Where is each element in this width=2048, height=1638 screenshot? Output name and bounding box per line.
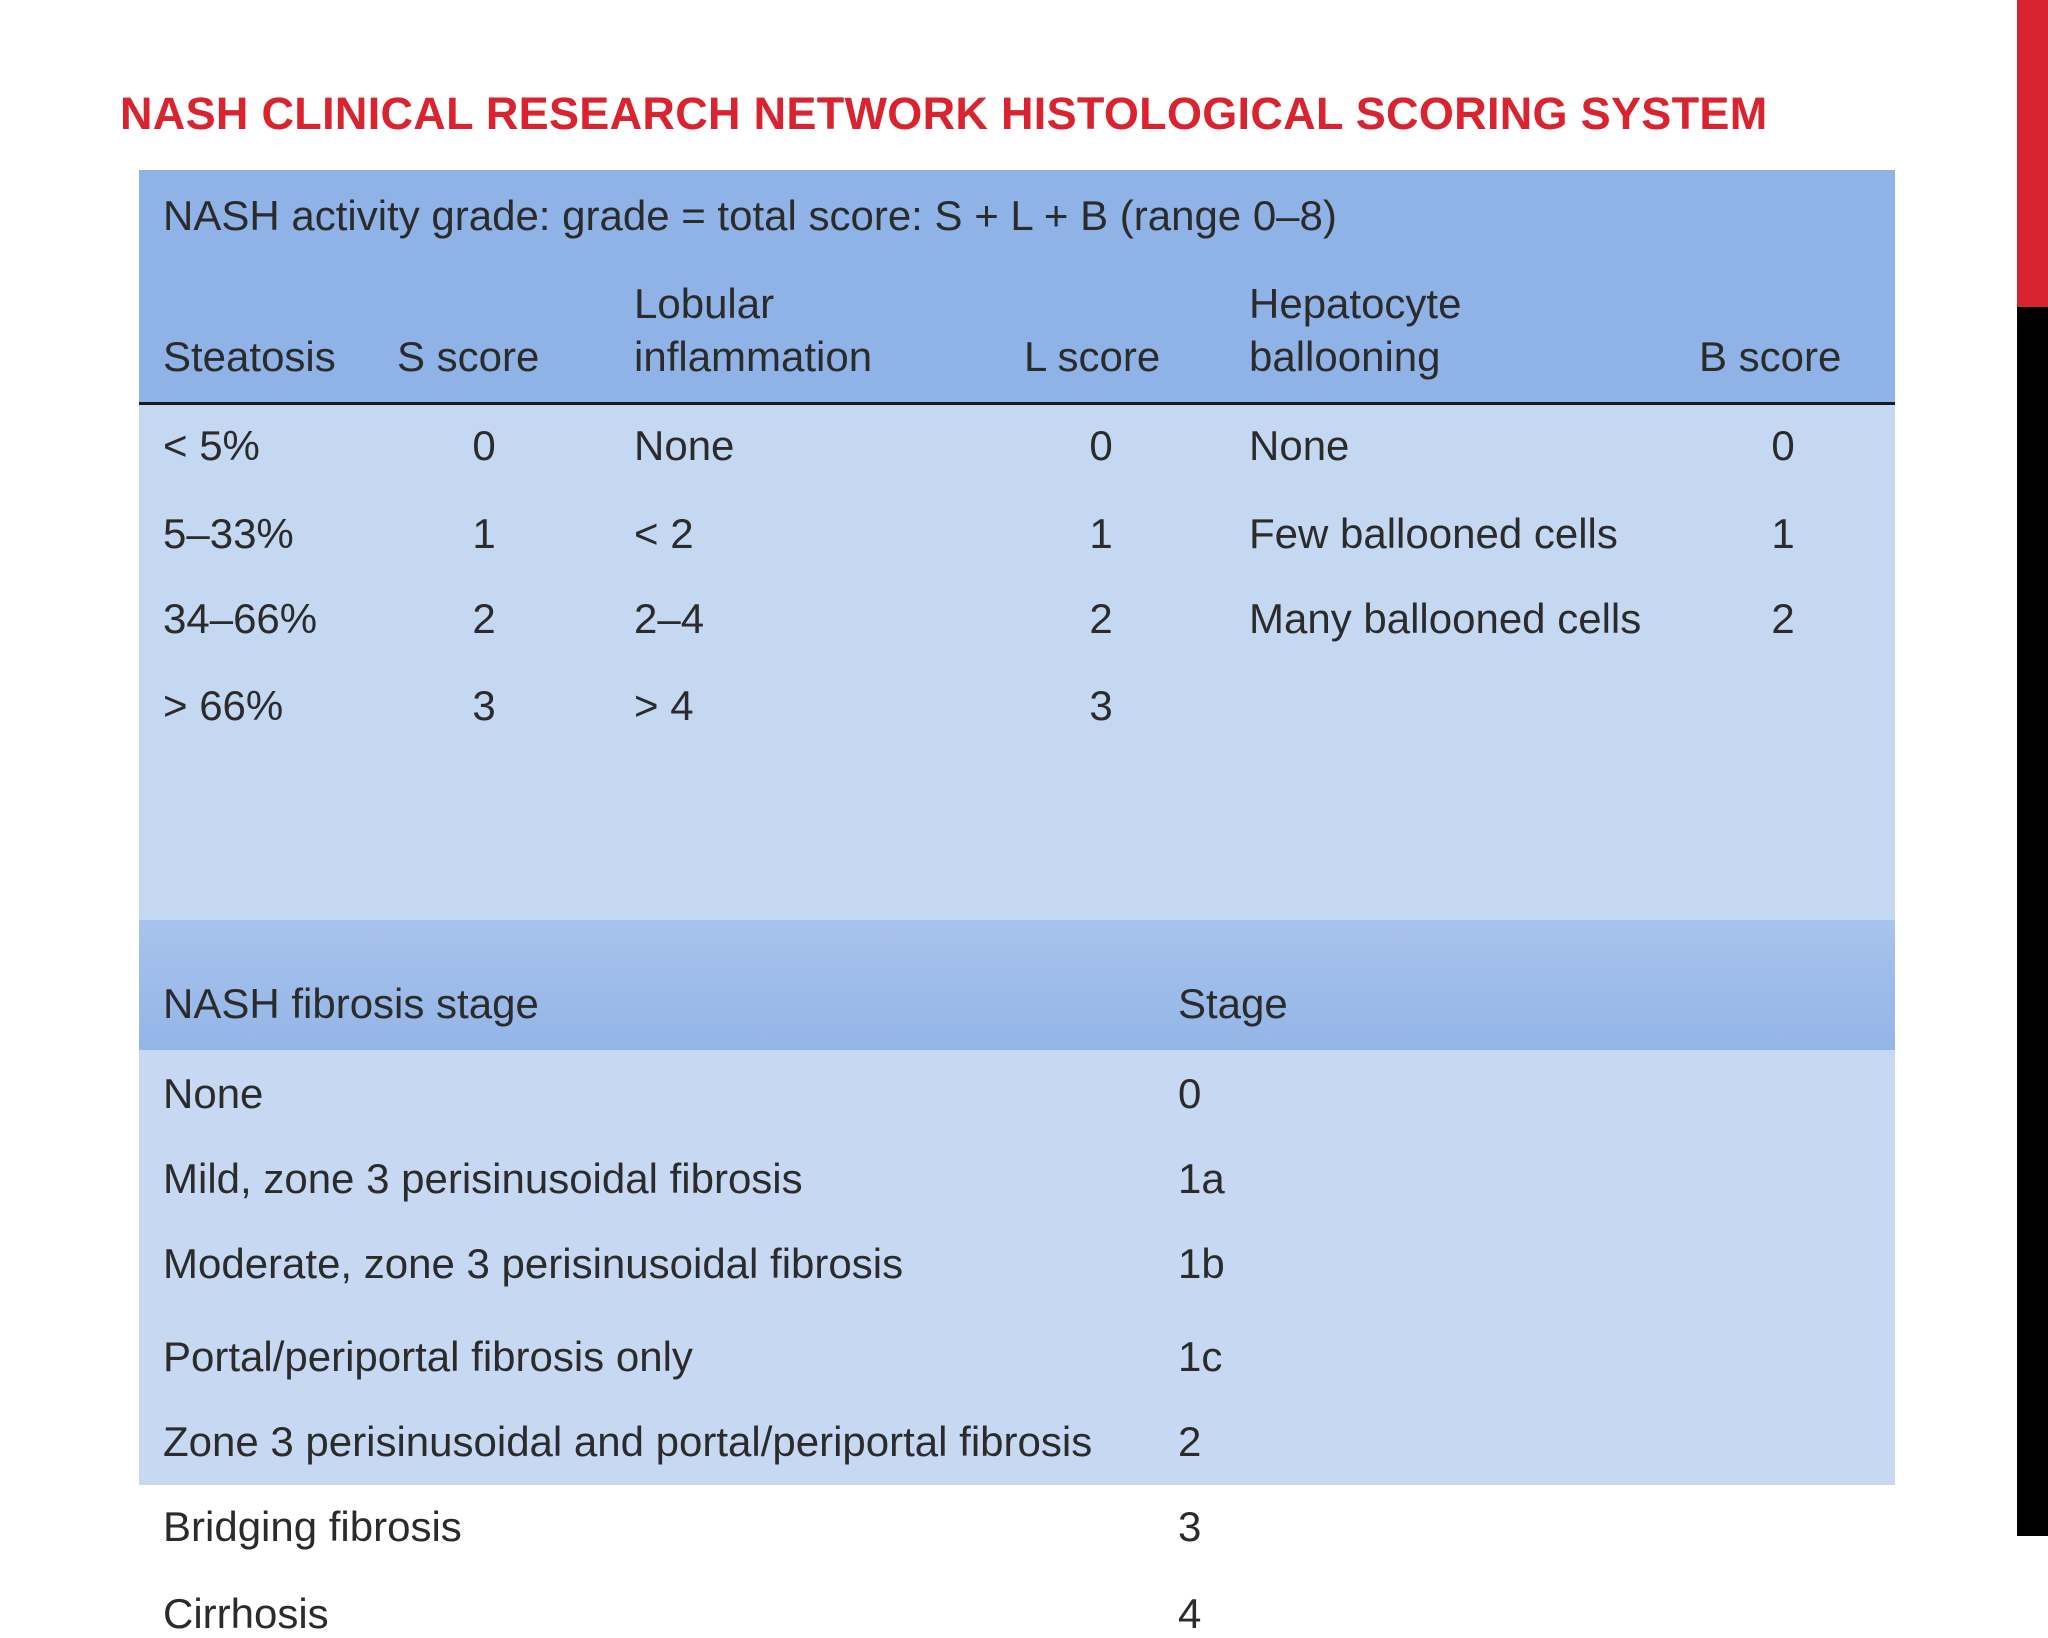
activity-body-band [139,405,1895,920]
activity-ballooning-cell: None [1249,422,1350,469]
header-hepatocyte-line2: ballooning [1249,333,1441,380]
activity-caption: NASH activity grade: grade = total score: S + L + B (range 0–8) [163,192,1337,239]
fibrosis-row-label: Mild, zone 3 perisinusoidal fibrosis [163,1155,803,1202]
fibrosis-row-stage: 1c [1178,1333,1223,1380]
fibrosis-row-label: Cirrhosis [163,1590,329,1637]
activity-steatosis-cell: 5–33% [163,510,294,557]
activity-steatosis-cell: > 66% [163,682,284,729]
activity-ballooning-cell: Few ballooned cells [1249,510,1618,557]
activity-l-score-cell: 0 [1089,422,1113,469]
slide-title: NASH CLINICAL RESEARCH NETWORK HISTOLOGICAL SCORING SYSTEM [120,88,1768,139]
fibrosis-row-label: Portal/periportal fibrosis only [163,1333,693,1380]
scoring-table [139,170,1895,1637]
fibrosis-row-label: Zone 3 perisinusoidal and portal/periportal fibrosis [163,1418,1093,1465]
header-lobular-line1: Lobular [634,280,775,327]
header-l-score: L score [1024,333,1161,380]
fibrosis-row-stage: 3 [1178,1503,1202,1550]
fibrosis-row-label: Bridging fibrosis [163,1503,462,1550]
activity-steatosis-cell: < 5% [163,422,260,469]
accent-bar-red [2017,0,2048,307]
fibrosis-header-stage: Stage [1178,980,1288,1027]
activity-l-score-cell: 2 [1089,595,1113,642]
activity-lobular-cell: > 4 [634,682,694,729]
fibrosis-row-stage: 2 [1178,1418,1202,1465]
activity-s-score-cell: 3 [472,682,496,729]
activity-l-score-cell: 3 [1089,682,1113,729]
activity-lobular-cell: < 2 [634,510,694,557]
fibrosis-row-label: None [163,1070,264,1117]
activity-s-score-cell: 1 [472,510,496,557]
activity-s-score-cell: 0 [472,422,496,469]
fibrosis-row-label: Moderate, zone 3 perisinusoidal fibrosis [163,1240,904,1287]
fibrosis-row-stage: 0 [1178,1070,1202,1117]
activity-b-score-cell: 0 [1771,422,1795,469]
fibrosis-row-stage: 4 [1178,1590,1202,1637]
header-s-score: S score [397,333,540,380]
activity-l-score-cell: 1 [1089,510,1113,557]
header-b-score: B score [1699,333,1842,380]
activity-lobular-cell: None [634,422,735,469]
header-rule [139,402,1895,405]
fibrosis-row-stage: 1b [1178,1240,1225,1287]
activity-b-score-cell: 1 [1771,510,1795,557]
activity-s-score-cell: 2 [472,595,496,642]
activity-steatosis-cell: 34–66% [163,595,318,642]
activity-lobular-cell: 2–4 [634,595,705,642]
header-steatosis: Steatosis [163,333,336,380]
fibrosis-header-label: NASH fibrosis stage [163,980,539,1027]
fibrosis-row-stage: 1a [1178,1155,1225,1202]
accent-bar-black [2017,307,2048,1536]
header-hepatocyte-line1: Hepatocyte [1249,280,1462,327]
activity-b-score-cell: 2 [1771,595,1795,642]
header-lobular-line2: inflammation [634,333,873,380]
activity-ballooning-cell: Many ballooned cells [1249,595,1642,642]
